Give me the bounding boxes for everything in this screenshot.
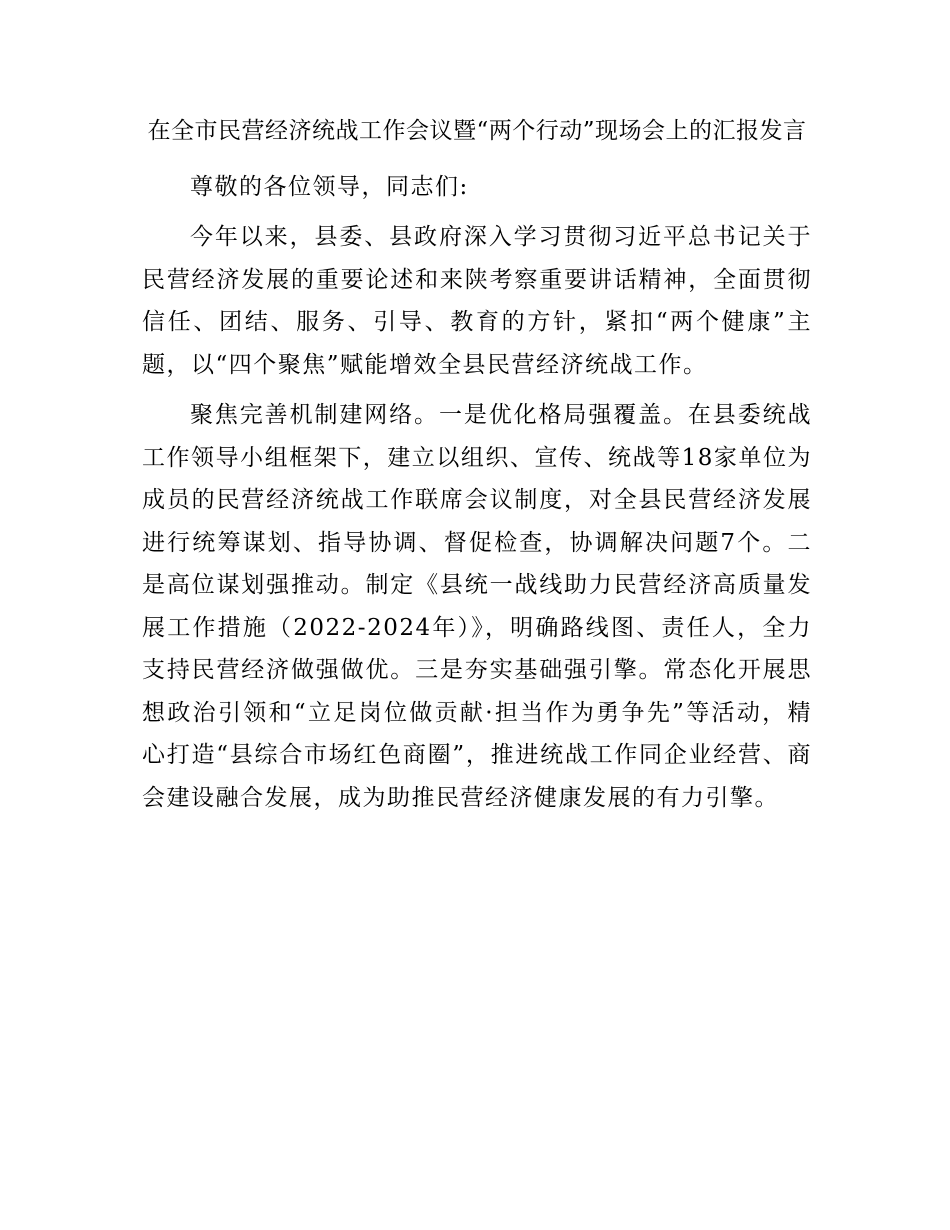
salutation: 尊敬的各位领导，同志们:	[190, 174, 469, 200]
document-page	[142, 112, 812, 819]
document-title: 在全市民营经济统战工作会议暨“两个行动”现场会上的汇报发言	[147, 118, 807, 144]
paragraph-mechanism: 聚焦完善机制建网络。一是优化格局强覆盖。在县委统战工作领导小组框架下，建立以组织、宣传、统战等18家单位为成员的民营经济统战工作联席会议制度，对全县民营经济发展进行统筹谋划、指导协调、督促检查，协调解决问题7个。二是高位谋划强推动。制定《县统一战线助力民营经济高质量发展工作措施（2022-2024年）》，明确路线图、责任人，全力支持民营经济做强做优。三是夯实基础强引擎。常态化开展思想政治引领和“立足岗位做贡献·担当作为勇争先”等活动，精心打造“县综合市场红色商圈”，推进统战工作同企业经营、商会建设融合发展，成为助推民营经济健康发展的有力引擎。	[142, 402, 812, 811]
paragraph-intro: 今年以来，县委、县政府深入学习贯彻习近平总书记关于民营经济发展的重要论述和来陕考察重要讲话精神，全面贯彻信任、团结、服务、引导、教育的方针，紧扣“两个健康”主题，以“四个聚焦”赋能增效全县民营经济统战工作。	[142, 224, 812, 378]
